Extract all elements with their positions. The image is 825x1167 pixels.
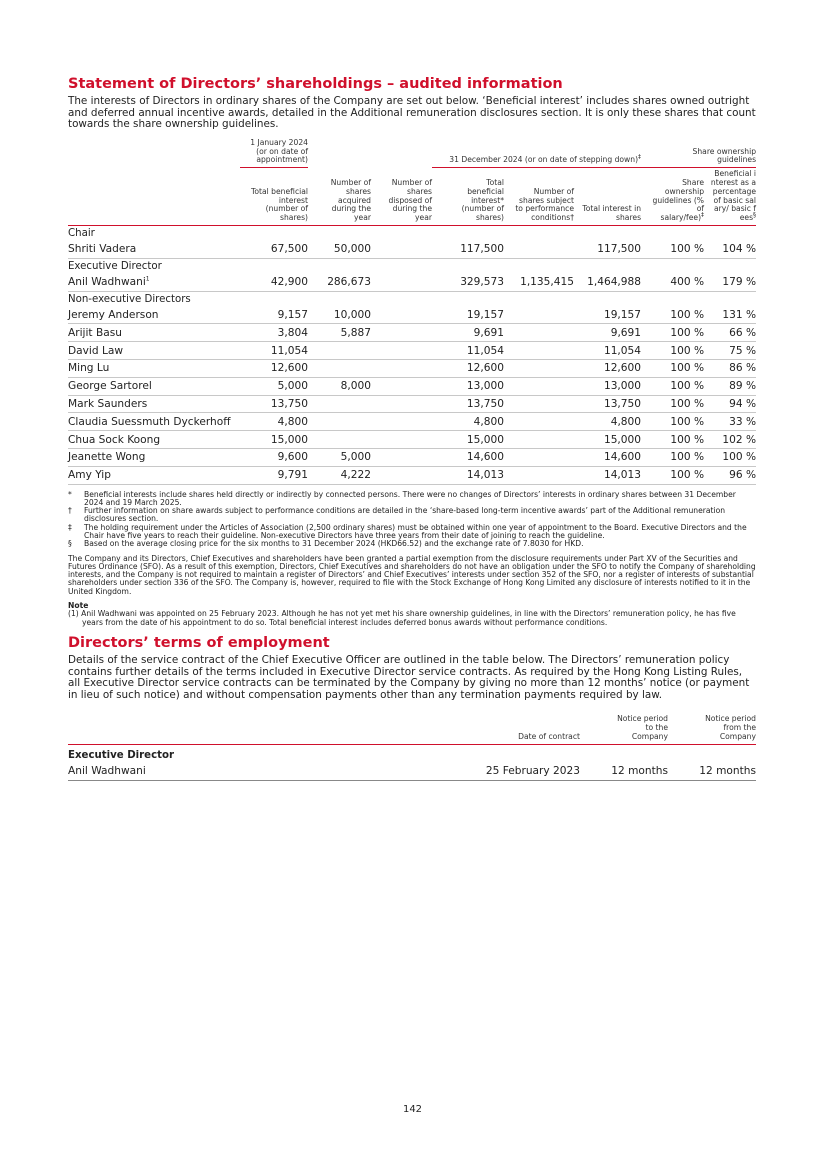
cell-c2: 8,000 [308, 377, 371, 395]
cell-c6: 14,013 [574, 466, 641, 484]
cell-c2: 5,000 [308, 448, 371, 466]
cell-c1: 67,500 [240, 241, 308, 258]
cell-c4: 13,750 [432, 395, 504, 413]
cell-c1: 5,000 [240, 377, 308, 395]
cell-c4: 329,573 [432, 274, 504, 291]
footnote: § Based on the average closing price for the six months to 31 December 2024 (HKD66.52) and the exchange rate of 7.8030 for HKD. [68, 539, 584, 549]
cell-c3 [371, 342, 432, 360]
director-name: Mark Saunders [68, 395, 240, 413]
cell-c5 [504, 395, 574, 413]
col-header-total-beneficial-start: Total beneficial interest (number of shares) [240, 168, 308, 226]
group-heading: Executive Director [68, 260, 162, 272]
cell-c3 [371, 413, 432, 431]
cell-c3 [371, 377, 432, 395]
cell-c7: 100 % [641, 448, 708, 466]
footnote: ‡ The holding requirement under the Articles of Association (2,500 ordinary shares) must be obtained within one year of appointment to the Board. Executive Directors and the Chair have five years to reach their guideline. Non-executive Directors have three years from their date of joining to reach the guideline. [68, 522, 747, 540]
footnotes [68, 491, 756, 549]
director-row [68, 324, 756, 342]
cell-c8: 33 % [708, 413, 756, 431]
cell-c4: 4,800 [432, 413, 504, 431]
cell-c3 [371, 241, 432, 258]
terms-group-executive: Executive Director [68, 749, 175, 761]
terms-table [68, 715, 756, 780]
terms-notice-to: 12 months [580, 763, 668, 781]
cell-c2: 10,000 [308, 307, 371, 324]
cell-c4: 15,000 [432, 431, 504, 449]
group-header-jan: 1 January 2024 (or on date of appointment) [240, 139, 308, 168]
cell-c8: 104 % [708, 241, 756, 258]
footnote: * Beneficial interests include shares held directly or indirectly by connected persons. There were no changes of Directors’ interests in ordinary shares between 31 December 2024 and 19 March 2025. [68, 489, 736, 507]
group-heading: Chair [68, 227, 95, 239]
cell-c5 [504, 448, 574, 466]
cell-c5 [504, 431, 574, 449]
cell-c6: 11,054 [574, 342, 641, 360]
group-header-dec: 31 December 2024 (or on date of stepping down)‡ [432, 139, 641, 168]
cell-c6: 13,750 [574, 395, 641, 413]
terms-name: Anil Wadhwani [68, 763, 408, 781]
cell-c4: 14,600 [432, 448, 504, 466]
cell-c7: 100 % [641, 342, 708, 360]
cell-c8: 96 % [708, 466, 756, 484]
cell-c8: 75 % [708, 342, 756, 360]
cell-c7: 100 % [641, 359, 708, 377]
cell-c8: 89 % [708, 377, 756, 395]
cell-c1: 9,791 [240, 466, 308, 484]
col-header-ownership: Share ownership guidelines (% of salary/fee)‡ [641, 168, 708, 226]
director-row [68, 342, 756, 360]
cell-c5 [504, 324, 574, 342]
cell-c6: 15,000 [574, 431, 641, 449]
cell-c2 [308, 342, 371, 360]
cell-c3 [371, 448, 432, 466]
cell-c3 [371, 431, 432, 449]
cell-c1: 15,000 [240, 431, 308, 449]
cell-c6: 12,600 [574, 359, 641, 377]
cell-c1: 11,054 [240, 342, 308, 360]
director-row [68, 413, 756, 431]
cell-c5: 1,135,415 [504, 274, 574, 291]
cell-c1: 13,750 [240, 395, 308, 413]
director-name: Arijit Basu [68, 324, 240, 342]
col-header-total-interest: Total interest in shares [574, 168, 641, 226]
note-block [68, 602, 756, 627]
col-header-performance: Number of shares subject to performance conditions† [504, 168, 574, 226]
cell-c3 [371, 466, 432, 484]
cell-c6: 117,500 [574, 241, 641, 258]
cell-c3 [371, 395, 432, 413]
cell-c4: 14,013 [432, 466, 504, 484]
page-number: 142 [402, 1104, 423, 1115]
exemption-paragraph: The Company and its Directors, Chief Executives and shareholders have been granted a partial exemption from the disclosure requirements under Part XV of the Securities and Futures Ordinance (SFO). As a result of this exemption, Directors, Chief Executives and shareholders do not have an obligation under the SFO to notify the Company of shareholding interests, and the Company is not required to maintain a register of Directors’ and Chief Executives’ interests under section 352 of the SFO, nor a register of interests of substantial shareholders under section 336 of the SFO. The Company is, however, required to file with the Stock Exchange of Hong Kong Limited any disclosure of interests notified to it in the United Kingdom. [68, 553, 756, 596]
cell-c7: 100 % [641, 413, 708, 431]
cell-c2: 286,673 [308, 274, 371, 291]
cell-c1: 3,804 [240, 324, 308, 342]
cell-c5 [504, 359, 574, 377]
shareholdings-table [68, 139, 756, 485]
cell-c8: 102 % [708, 431, 756, 449]
cell-c8: 100 % [708, 448, 756, 466]
col-header-total-beneficial-end: Total beneficial interest* (number of shares) [432, 168, 504, 226]
cell-c1: 12,600 [240, 359, 308, 377]
cell-c8: 66 % [708, 324, 756, 342]
note-item: (1) Anil Wadhwani was appointed on 25 February 2023. Although he has not yet met his share ownership guidelines, in line with the Directors’ remuneration policy, he has five years from the date of his appointment to do so. Total beneficial interest includes deferred bonus awards without performance conditions. [68, 609, 736, 627]
cell-c2 [308, 413, 371, 431]
cell-c3 [371, 359, 432, 377]
director-name: Amy Yip [68, 466, 240, 484]
director-row [68, 359, 756, 377]
director-name: Shriti Vadera [68, 241, 240, 258]
col-header-date-of-contract: Date of contract [408, 715, 580, 744]
cell-c7: 100 % [641, 307, 708, 324]
director-row [68, 274, 756, 291]
director-row [68, 448, 756, 466]
cell-c6: 19,157 [574, 307, 641, 324]
terms-row [68, 763, 756, 781]
director-row [68, 377, 756, 395]
cell-c5 [504, 342, 574, 360]
cell-c7: 100 % [641, 377, 708, 395]
director-row [68, 431, 756, 449]
col-header-acquired: Number of shares acquired during the year [308, 168, 371, 226]
cell-c4: 12,600 [432, 359, 504, 377]
director-name: Jeanette Wong [68, 448, 240, 466]
cell-c2: 50,000 [308, 241, 371, 258]
cell-c6: 9,691 [574, 324, 641, 342]
cell-c5 [504, 466, 574, 484]
col-header-notice-from: Notice period from the Company [668, 715, 756, 744]
section-title-terms: Directors’ terms of employment [68, 634, 330, 651]
director-name: Claudia Suessmuth Dyckerhoff [68, 413, 240, 431]
note-title: Note [68, 601, 89, 611]
cell-c8: 179 % [708, 274, 756, 291]
cell-c7: 100 % [641, 395, 708, 413]
director-name: Chua Sock Koong [68, 431, 240, 449]
terms-date: 25 February 2023 [408, 763, 580, 781]
footnote: † Further information on share awards subject to performance conditions are detailed in the ‘share-based long-term incentive awards’ part of the Additional remuneration disclosures section. [68, 506, 726, 524]
director-row [68, 307, 756, 324]
cell-c5 [504, 377, 574, 395]
cell-c5 [504, 413, 574, 431]
cell-c1: 9,600 [240, 448, 308, 466]
cell-c3 [371, 324, 432, 342]
cell-c5 [504, 241, 574, 258]
cell-c7: 100 % [641, 324, 708, 342]
director-name: Ming Lu [68, 359, 240, 377]
cell-c6: 14,600 [574, 448, 641, 466]
cell-c4: 19,157 [432, 307, 504, 324]
intro-paragraph: The interests of Directors in ordinary shares of the Company are set out below. ‘Beneficial interest’ includes shares owned outright and deferred annual incentive awards, detailed in the Additional remuneration disclosures section. It is only these shares that count towards the share ownership guidelines. [68, 95, 756, 131]
cell-c2 [308, 359, 371, 377]
cell-c1: 9,157 [240, 307, 308, 324]
director-name: David Law [68, 342, 240, 360]
page-content [68, 76, 756, 781]
cell-c2: 4,222 [308, 466, 371, 484]
cell-c8: 131 % [708, 307, 756, 324]
cell-c4: 117,500 [432, 241, 504, 258]
cell-c8: 86 % [708, 359, 756, 377]
cell-c7: 400 % [641, 274, 708, 291]
col-header-beneficial-pct: Beneficial interest as a percentage of basic salary/ basic fees§ [708, 168, 756, 226]
director-row [68, 466, 756, 484]
cell-c5 [504, 307, 574, 324]
director-name: George Sartorel [68, 377, 240, 395]
cell-c2: 5,887 [308, 324, 371, 342]
section-title-shareholdings: Statement of Directors’ shareholdings – audited information [68, 76, 563, 92]
cell-c4: 13,000 [432, 377, 504, 395]
cell-c7: 100 % [641, 466, 708, 484]
terms-notice-from: 12 months [668, 763, 756, 781]
cell-c6: 13,000 [574, 377, 641, 395]
cell-c8: 94 % [708, 395, 756, 413]
cell-c2 [308, 395, 371, 413]
col-header-notice-to: Notice period to the Company [580, 715, 668, 744]
cell-c3 [371, 274, 432, 291]
group-header-sog: Share ownership guidelines [641, 139, 756, 168]
cell-c4: 11,054 [432, 342, 504, 360]
cell-c6: 4,800 [574, 413, 641, 431]
director-name: Jeremy Anderson [68, 307, 240, 324]
director-row [68, 395, 756, 413]
group-heading: Non-executive Directors [68, 293, 191, 305]
cell-c3 [371, 307, 432, 324]
col-header-disposed: Number of shares disposed of during the year [371, 168, 432, 226]
cell-c2 [308, 431, 371, 449]
cell-c6: 1,464,988 [574, 274, 641, 291]
director-row [68, 241, 756, 258]
terms-paragraph: Details of the service contract of the Chief Executive Officer are outlined in the table below. The Directors’ remuneration policy contains further details of the terms included in Executive Director service contracts. As required by the Hong Kong Listing Rules, all Executive Director service contracts can be terminated by the Company by giving no more than 12 months’ notice (or payment in lieu of such notice) and without compensation payments other than any termination payments required by law. [68, 653, 750, 701]
cell-c1: 42,900 [240, 274, 308, 291]
cell-c7: 100 % [641, 431, 708, 449]
cell-c1: 4,800 [240, 413, 308, 431]
cell-c4: 9,691 [432, 324, 504, 342]
cell-c7: 100 % [641, 241, 708, 258]
director-name: Anil Wadhwani$^1$ [68, 274, 240, 291]
